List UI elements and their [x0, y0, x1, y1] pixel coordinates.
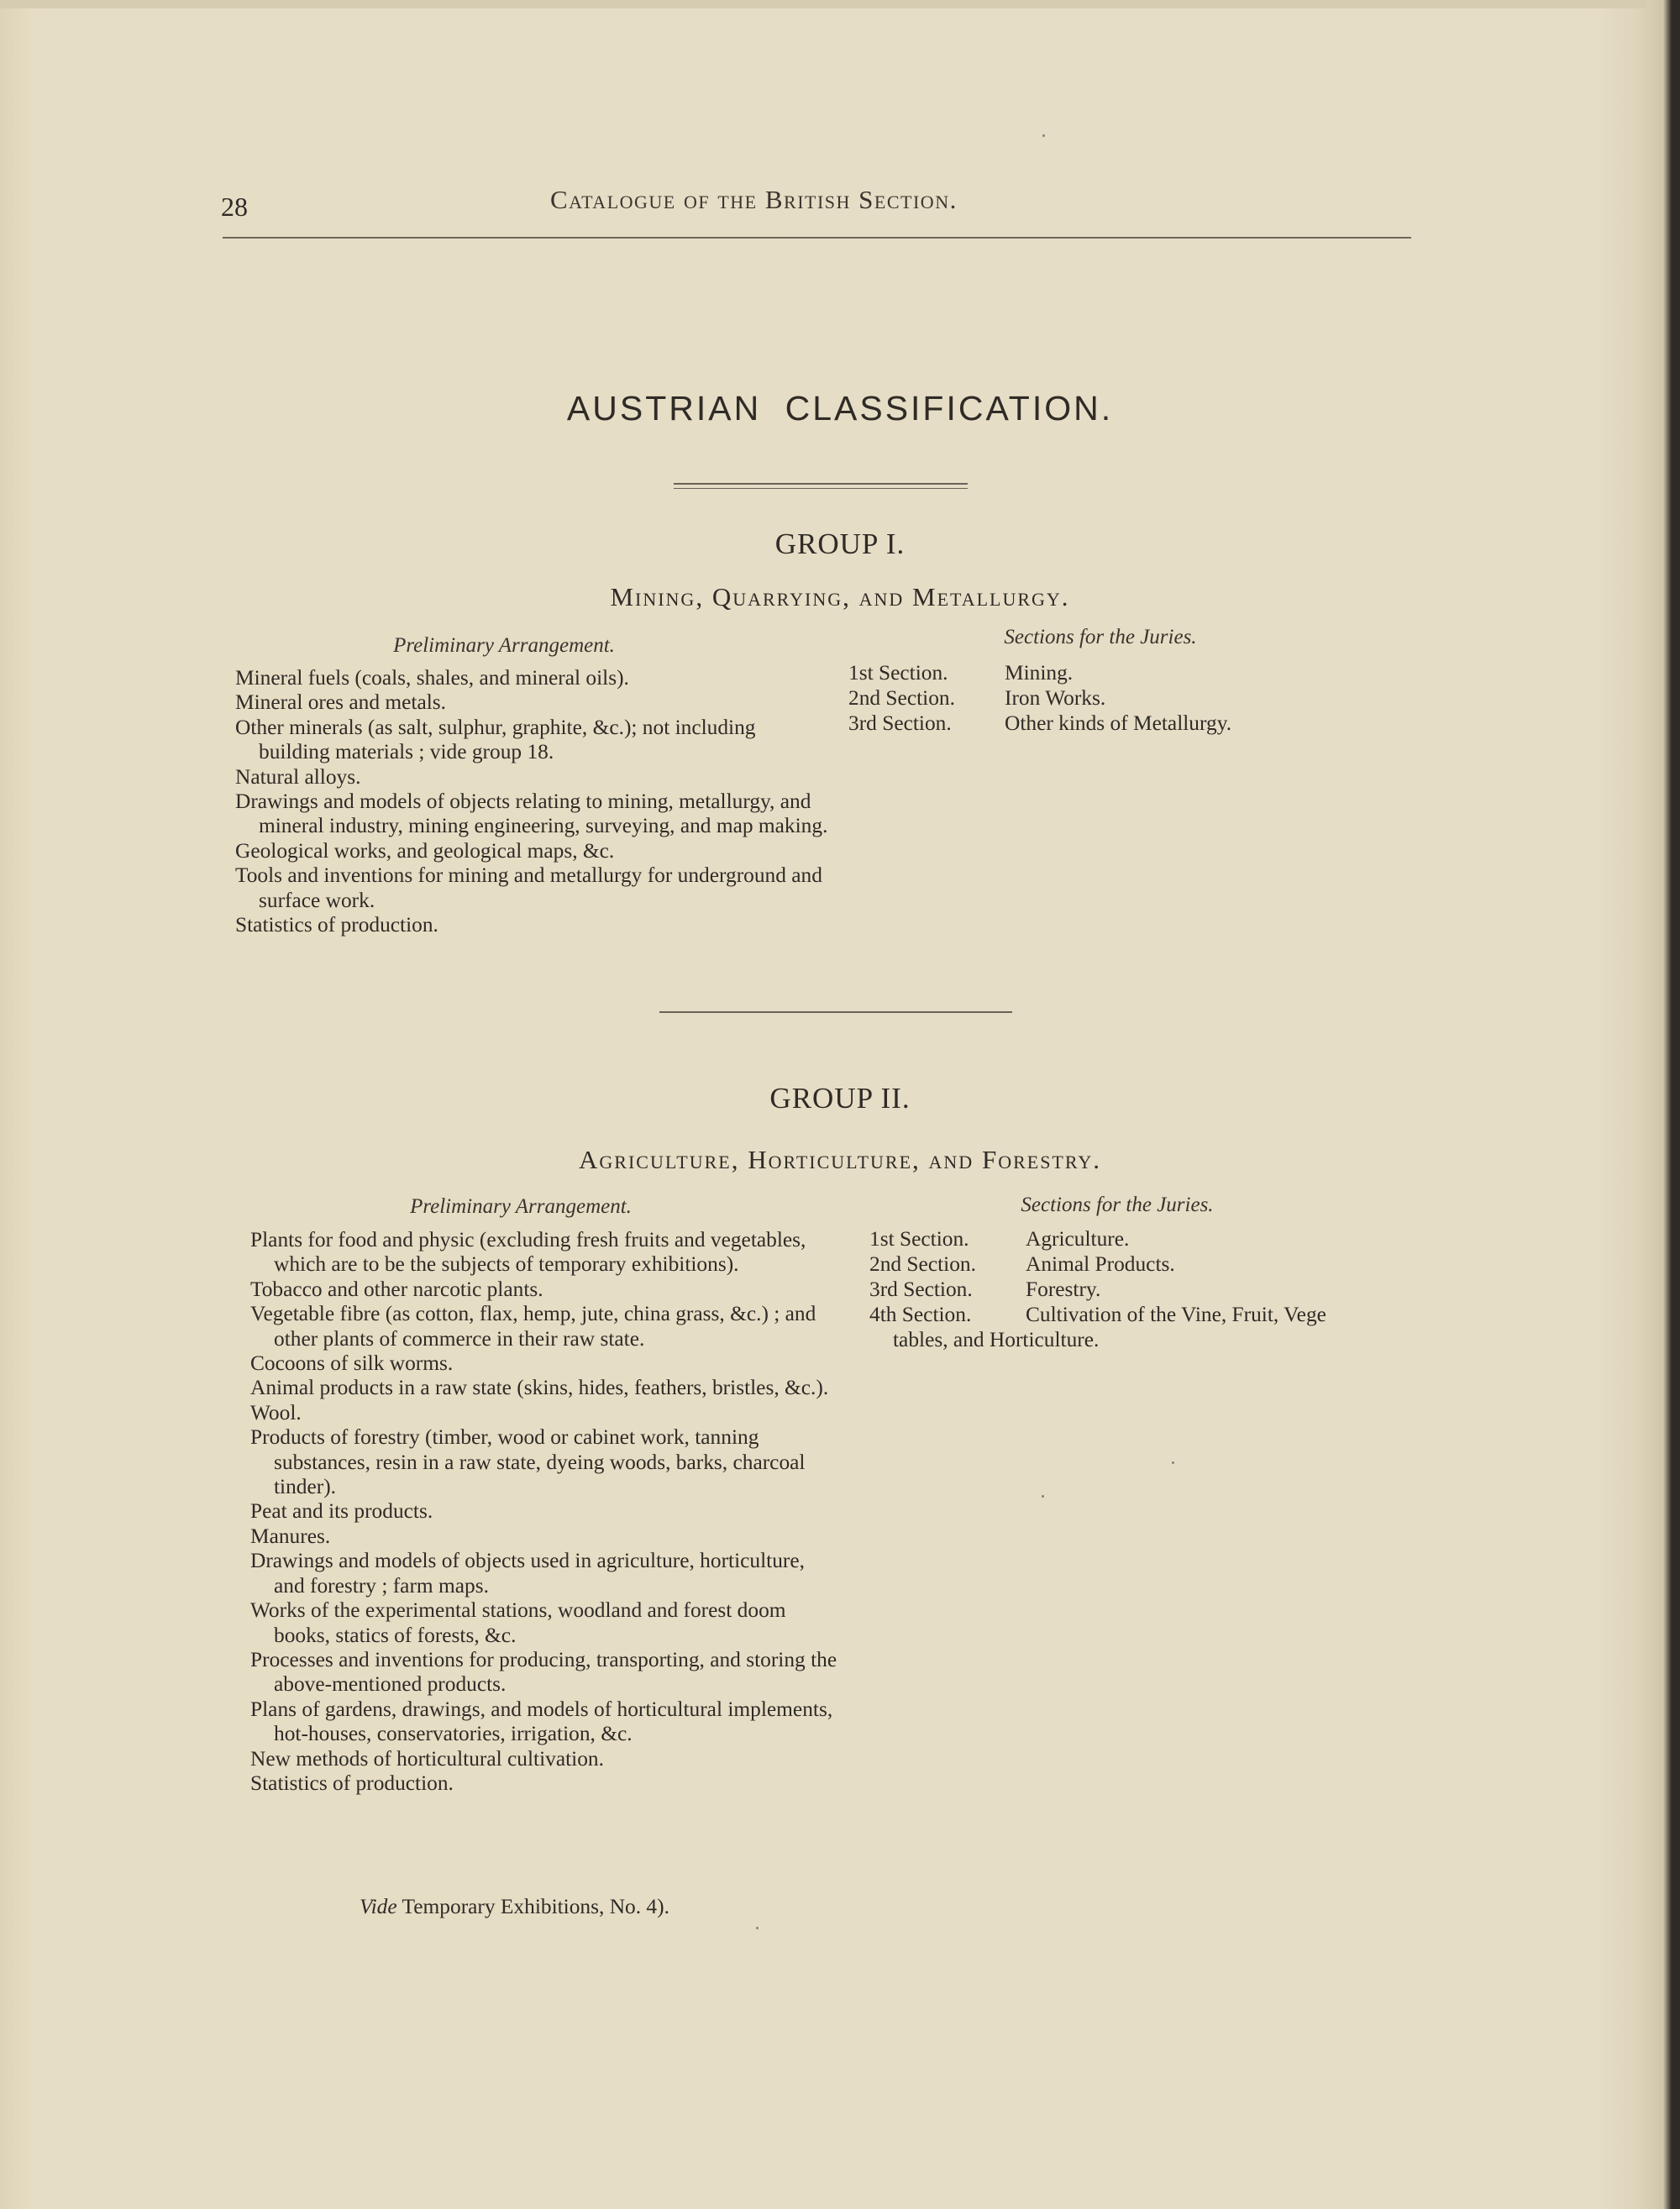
section-continuation: tables, and Horticulture. — [893, 1328, 1100, 1351]
vide-text: Temporary Exhibitions, No. 4). — [402, 1895, 669, 1918]
page-number: 28 — [221, 192, 248, 222]
section-row — [848, 711, 1231, 736]
group2-left-heading: Preliminary Arrangement. — [410, 1195, 632, 1218]
paper-speck — [1042, 134, 1045, 137]
running-title: Catalogue of the British Section. — [550, 185, 958, 214]
section-label: 2nd Section. — [848, 686, 955, 710]
list-item: Statistics of production. — [235, 913, 438, 937]
list-item: New methods of horticultural cultivation. — [250, 1746, 604, 1771]
list-item: Cocoons of silk worms. — [250, 1351, 454, 1376]
group2-item-list — [250, 1228, 838, 1796]
section-row — [848, 685, 1231, 711]
section-text: Mining. — [1005, 661, 1074, 685]
vide-note — [360, 1895, 669, 1919]
list-item: Tools and inventions for mining and metallurgy for underground and surface work. — [235, 863, 822, 912]
title-rule-upper — [674, 483, 968, 485]
list-item: Plans of gardens, drawings, and models of horticultural implements, hot-houses, conservatories, irrigation, &c. — [250, 1697, 833, 1746]
group2-section-list — [869, 1226, 1326, 1352]
list-item: Processes and inventions for producing, transporting, and storing the above-mentioned products. — [250, 1647, 837, 1697]
list-item: Animal products in a raw state (skins, hides, feathers, bristles, &c.). — [250, 1376, 829, 1400]
section-row — [869, 1302, 1326, 1327]
section-row — [869, 1277, 1326, 1302]
paper-speck — [756, 1927, 759, 1929]
group1-section-list — [848, 660, 1231, 736]
page-top-edge — [0, 0, 1646, 8]
list-item: Other minerals (as salt, sulphur, graphite, &c.); not including building materials ; vide group 18. — [235, 715, 756, 764]
list-item: Plants for food and physic (excluding fresh fruits and vegetables, which are to be the subjects of temporary exhibitions). — [250, 1228, 806, 1277]
vide-label: Vide — [360, 1895, 397, 1918]
section-row — [848, 660, 1231, 685]
list-item: Wool. — [250, 1400, 302, 1425]
section-text: Iron Works. — [1005, 686, 1106, 710]
section-text: Forestry. — [1026, 1278, 1101, 1301]
list-item: Products of forestry (timber, wood or cabinet work, tanning substances, resin in a raw state, dyeing woods, barks, charcoal tinder). — [250, 1425, 806, 1499]
list-item: Works of the experimental stations, woodland and forest doom books, statics of forests, &c. — [250, 1598, 786, 1647]
group1-left-heading: Preliminary Arrangement. — [393, 634, 615, 657]
title-rule-lower — [674, 488, 968, 489]
list-item: Vegetable fibre (as cotton, flax, hemp, jute, china grass, &c.) ; and other plants of commerce in their raw state. — [250, 1302, 816, 1351]
paper-speck — [1042, 1495, 1044, 1498]
list-item: Tobacco and other narcotic plants. — [250, 1277, 543, 1301]
list-item: Statistics of production. — [250, 1771, 454, 1795]
group2-right-heading: Sections for the Juries. — [1021, 1194, 1214, 1216]
header-rule — [223, 237, 1411, 239]
section-label: 2nd Section. — [869, 1252, 976, 1276]
group1-item-list — [235, 666, 832, 937]
group2-title: GROUP II. — [769, 1082, 911, 1115]
list-item: Drawings and models of objects relating to mining, metallurgy, and mineral industry, mining engineering, surveying, and map making. — [235, 790, 828, 838]
group2-subtitle: Agriculture, Horticulture, and Forestry. — [579, 1145, 1101, 1174]
section-label: 3rd Section. — [869, 1278, 973, 1301]
main-title: AUSTRIAN CLASSIFICATION. — [566, 389, 1114, 428]
list-item: Natural alloys. — [235, 764, 361, 789]
list-item: Mineral fuels (coals, shales, and mineral oils). — [235, 666, 629, 690]
list-item: Manures. — [250, 1524, 331, 1548]
section-text: Other kinds of Metallurgy. — [1005, 711, 1232, 735]
section-row — [869, 1251, 1326, 1277]
section-text: Agriculture. — [1026, 1227, 1130, 1251]
section-text: Animal Products. — [1026, 1252, 1175, 1276]
group1-subtitle: Mining, Quarrying, and Metallurgy. — [610, 582, 1070, 611]
list-item: Mineral ores and metals. — [235, 690, 447, 715]
paper-speck — [1172, 1461, 1174, 1464]
section-row — [869, 1226, 1326, 1251]
group1-right-heading: Sections for the Juries. — [1004, 626, 1197, 648]
list-item: Drawings and models of objects used in agriculture, horticulture, and forestry ; farm maps. — [250, 1549, 805, 1598]
section-label: 3rd Section. — [848, 711, 952, 735]
section-label: 1st Section. — [869, 1227, 969, 1251]
list-item: Geological works, and geological maps, &c. — [235, 838, 615, 863]
group1-title: GROUP I. — [774, 527, 906, 560]
group-divider-rule — [659, 1011, 1012, 1013]
section-label: 1st Section. — [848, 661, 948, 685]
section-text: Cultivation of the Vine, Fruit, Vege — [1026, 1303, 1326, 1326]
list-item: Peat and its products. — [250, 1499, 433, 1524]
section-label: 4th Section. — [869, 1303, 972, 1326]
